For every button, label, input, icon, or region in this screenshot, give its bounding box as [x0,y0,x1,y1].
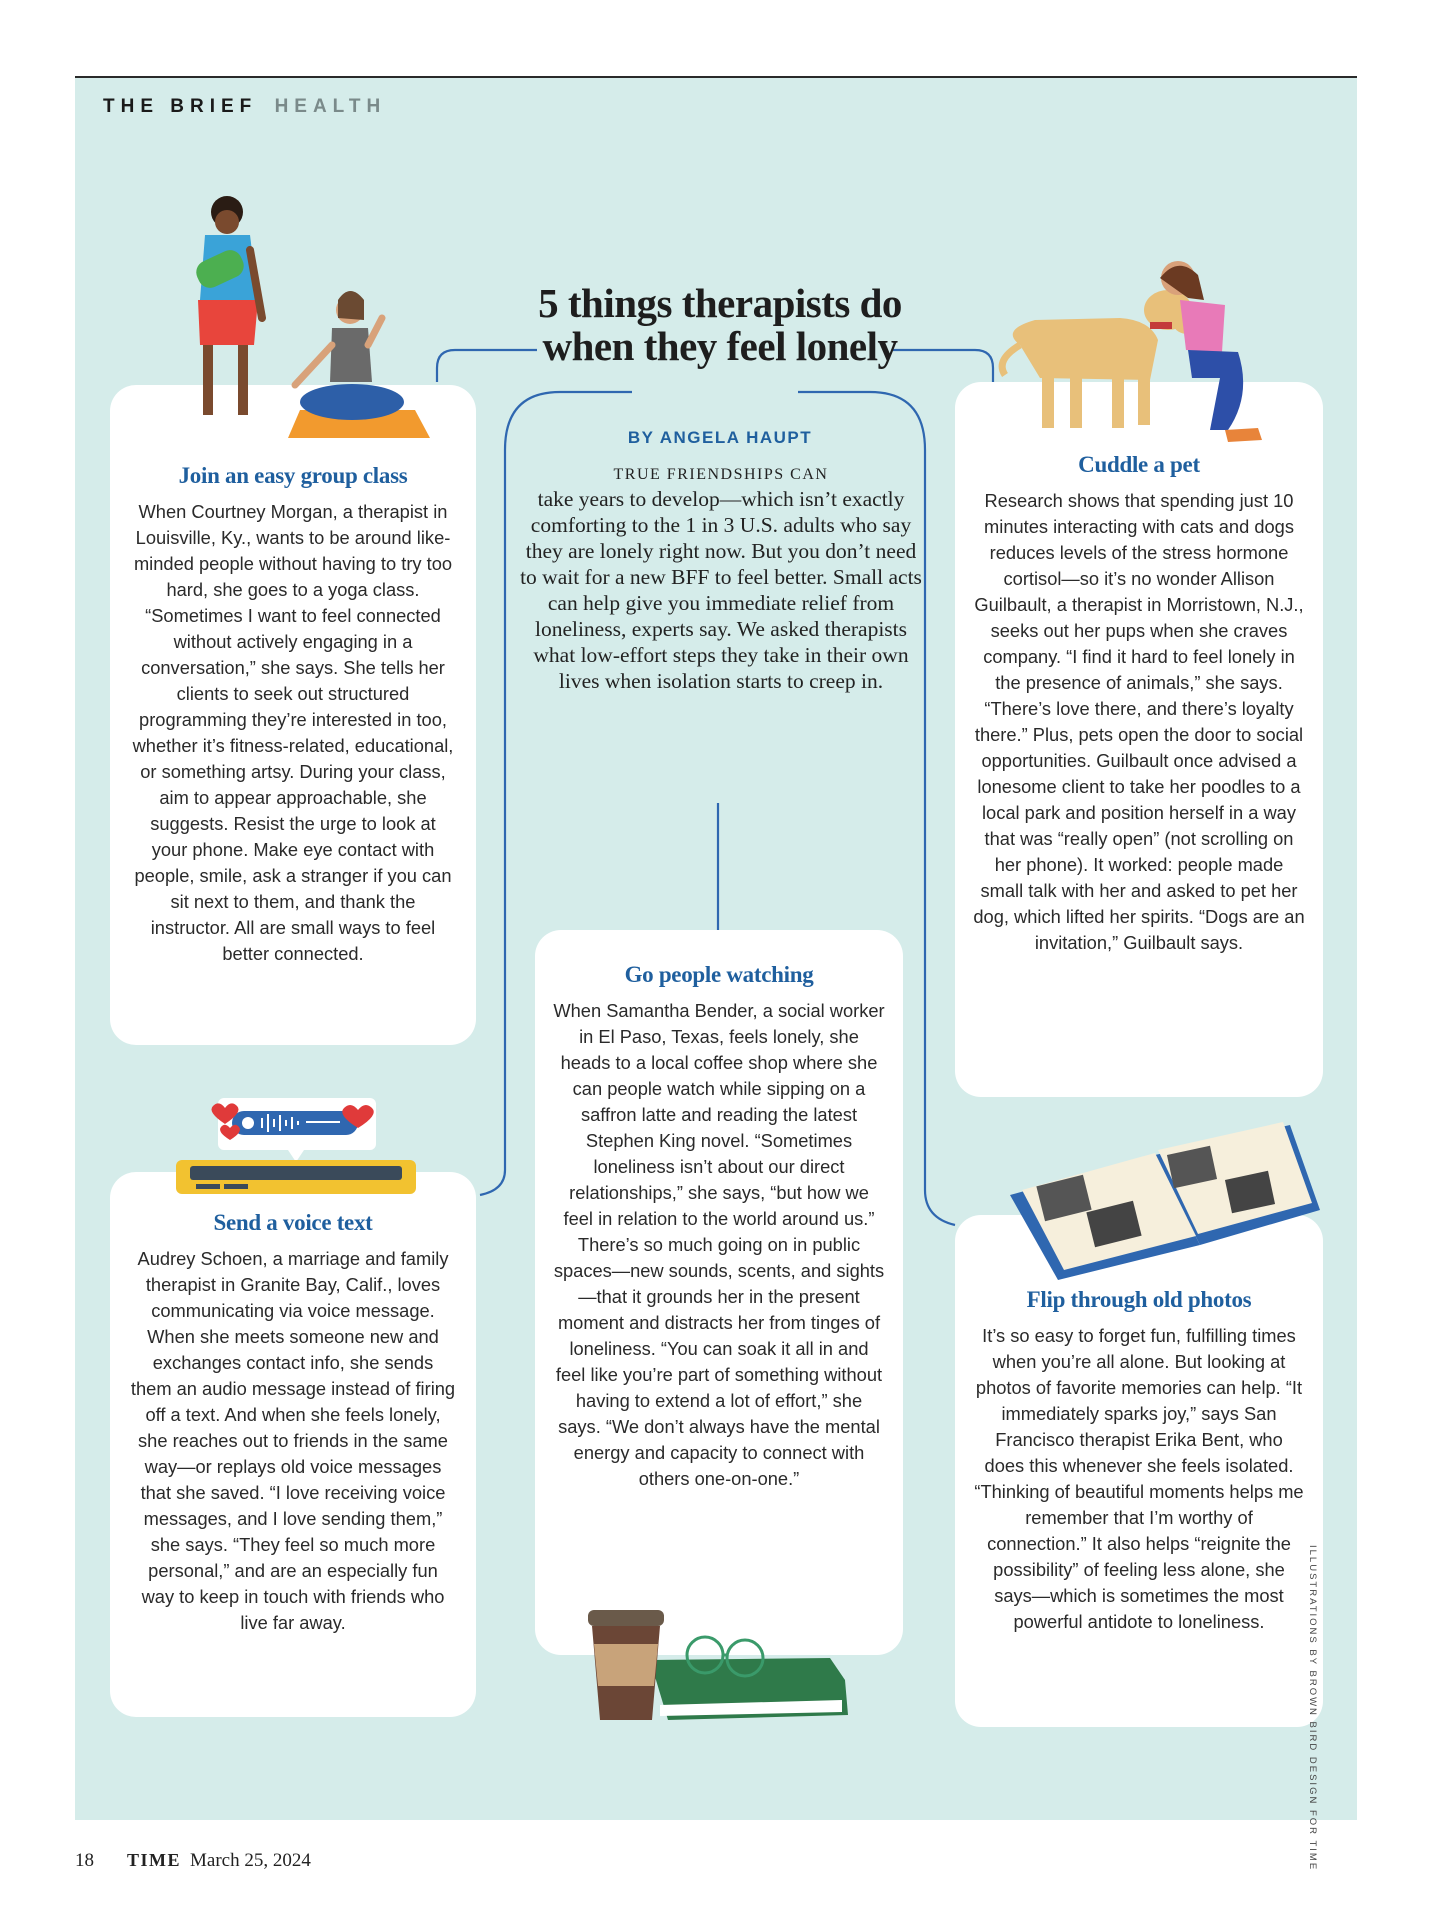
section-name: THE BRIEF [103,96,258,117]
article-headline: 5 things therapists do when they feel lonely [538,280,902,369]
page-number: 18 [75,1850,94,1871]
tip-body: When Samantha Bender, a social worker in El Paso, Texas, feels lonely, she heads to a local coffee shop where she can people watch while sipping on a saffron latte and reading the latest Stephen King novel. “Sometimes loneliness isn’t about our direct relationships,” she says, “but how we feel in relation to the world around us.” There’s so much going on in public spaces—new sounds, scents, and sights—that it grounds her in the present moment and distracts her from tinges of loneliness. “You can soak it all in and feel like you’re part of something without having to extend a lot of effort,” she says. “We don’t always have the mental energy and capacity to connect with others one-on-one.” [553,1000,885,1489]
tip-card-voice-text [110,1172,476,1717]
illustration-credit: ILLUSTRATIONS BY BROWN BIRD DESIGN FOR TIME [1307,1545,1318,1872]
tip-title: Cuddle a pet [1078,452,1200,477]
tip-title: Go people watching [624,962,814,987]
tip-card-old-photos [955,1215,1323,1727]
tip-title: Flip through old photos [1026,1287,1252,1312]
subsection-name: HEALTH [274,96,387,117]
article-byline: BY ANGELA HAUPT [627,428,813,447]
tip-card-cuddle-pet [955,382,1323,1097]
issue-date: March 25, 2024 [190,1850,311,1871]
tip-card-group-class [110,385,476,1045]
tip-body: It’s so easy to forget fun, fulfilling times when you’re all alone. But looking at photos of favorite memories can help. “It immediately sparks joy,” says San Francisco therapist Erika Bent, who does this whenever she feels isolated. “Thinking of beautiful moments helps me remember that I’m worthy of connection.” It also helps “reignite the possibility” of feeling less alone, she says—which is sometimes the most powerful antidote to loneliness. [974,1325,1304,1632]
tip-body: Audrey Schoen, a marriage and family therapist in Granite Bay, Calif., loves communicating via voice message. When she meets someone new and exchanges contact info, she sends them an audio message instead of firing off a text. And when she feels lonely, she reaches out to friends in the same way—or replays old voice messages that she saved. “I love receiving voice messages, and I love sending them,” she says. “They feel so much more personal,” and are an especially fun way to keep in touch with friends who live far away. [130,1248,456,1633]
tip-card-people-watching [535,930,903,1655]
magazine-name: TIME [127,1850,182,1870]
intro-lead: TRUE FRIENDSHIPS CAN [613,466,829,483]
tip-body: When Courtney Morgan, a therapist in Louisville, Ky., wants to be around like-minded people without having to try too hard, she goes to a yoga class. “Sometimes I want to feel connected without actively engaging in a conversation,” she says. She tells her clients to seek out structured programming they’re interested in too, whether it’s fitness-related, educational, or something artsy. During your class, aim to appear approachable, she suggests. Resist the urge to look at your phone. Make eye contact with people, smile, ask a stranger if you can sit next to them, and thank the instructor. All are small ways to feel better connected. [132,501,454,964]
tip-title: Join an easy group class [178,463,408,488]
tip-title: Send a voice text [213,1210,373,1235]
intro-text: take years to develop—which isn’t exactly comforting to the 1 in 3 U.S. adults who say they are lonely right now. But you don’t need to wait for a new BFF to feel better. Small acts can help give you immediate relief from loneliness, experts say. We asked therapists what low-effort steps they take in their own lives when isolation starts to creep in. [520,487,922,693]
article-intro [518,464,924,694]
tip-body: Research shows that spending just 10 minutes interacting with cats and dogs reduces levels of the stress hormone cortisol—so it’s no wonder Allison Guilbault, a therapist in Morristown, N.J., seeks out her pups when she craves company. “I find it hard to feel lonely in the presence of animals,” she says. “There’s love there, and there’s loyalty there.” Plus, pets open the door to social opportunities. Guilbault once advised a lonesome client to take her poodles to a local park and position herself in a way that was “really open” (not scrolling on her phone). It worked: people made small talk with her and asked to pet her dog, which lifted her spirits. “Dogs are an invitation,” Guilbault says. [973,490,1305,953]
